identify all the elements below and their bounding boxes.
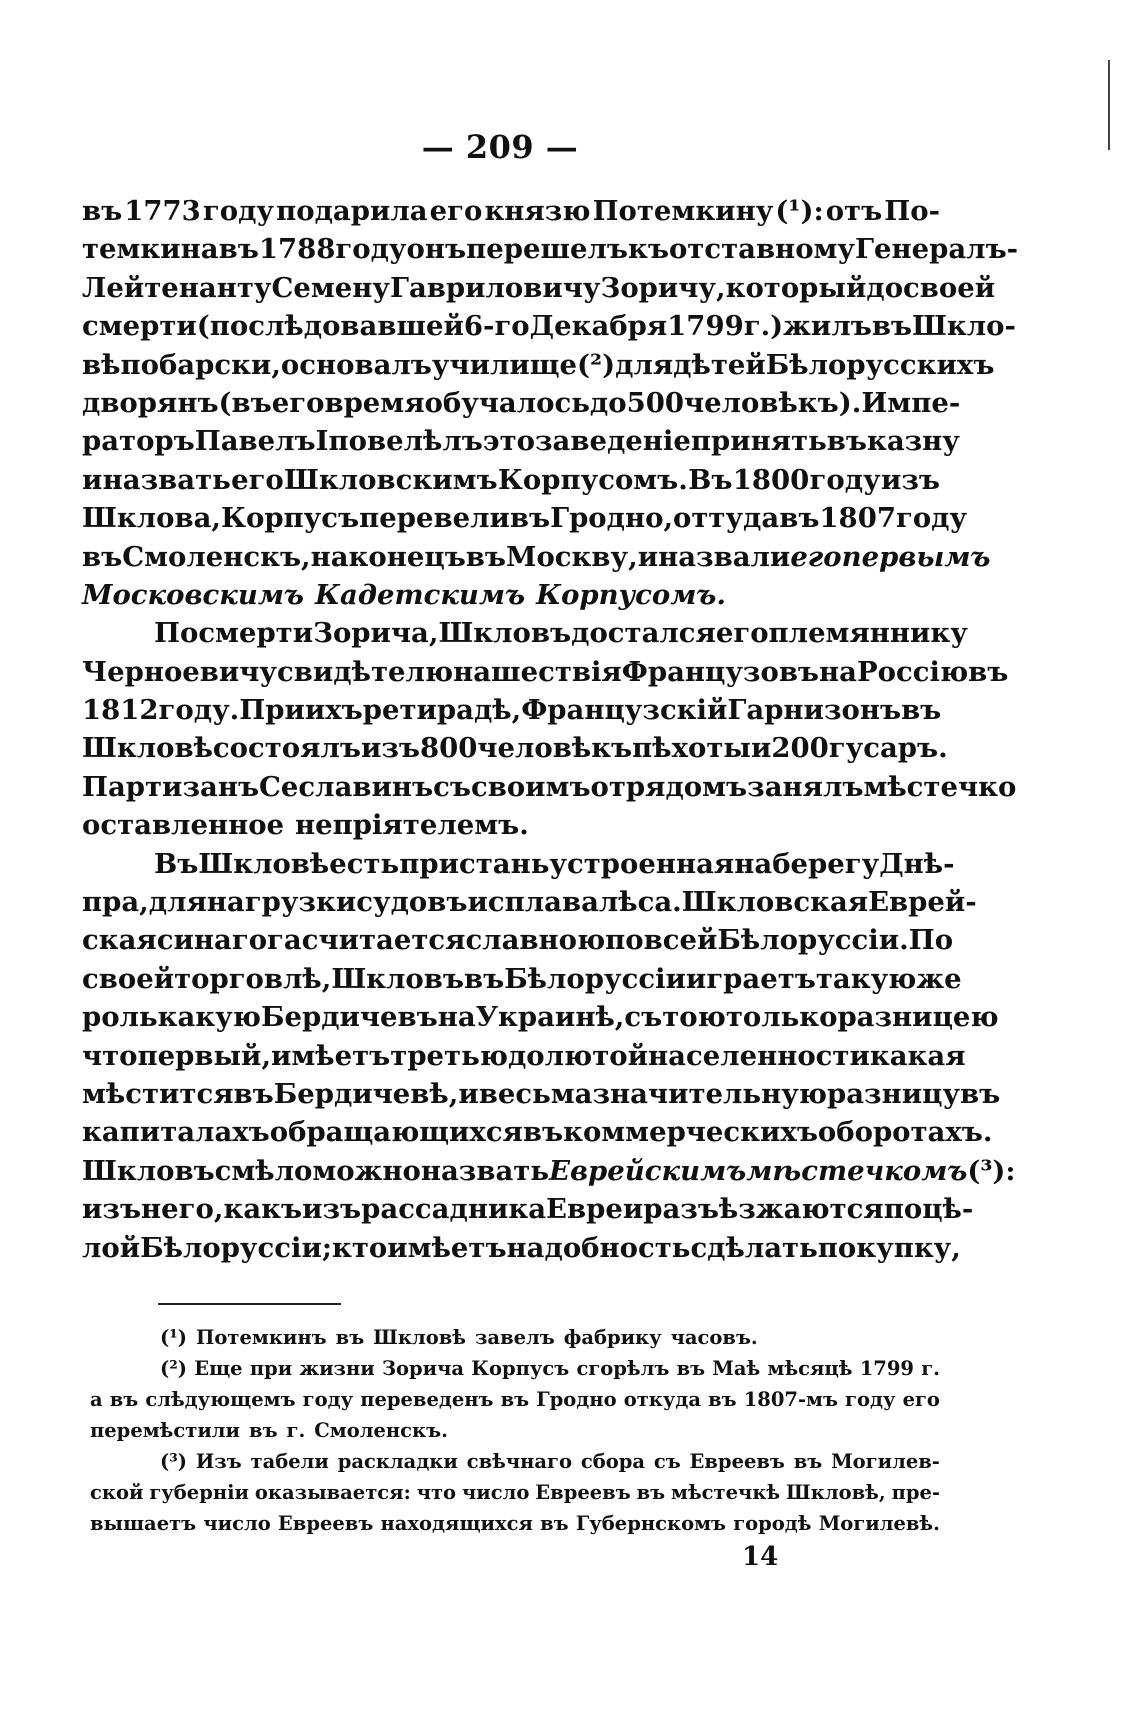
footnotes [90,1322,940,1539]
text-line: въ Смоленскъ, наконецъ въ Москву, и назвали его первымъ [82,540,991,573]
text-line: капиталахъ обращающихся въ коммерческихъ оборотахъ. [82,1116,993,1149]
text-line: Шклова, Корпусъ перевели въ Гродно, оттуда въ 1807 году [82,502,968,535]
footnote-line: ской губерніи оказывается: что число Евреевъ въ мѣстечкѣ Шкловѣ, пре- [90,1481,940,1504]
text-line: раторъ Павелъ I повелѣлъ это заведеніе принять въ казну [82,425,960,458]
footnote-line: вышаетъ число Евреевъ находящихся въ Губернскомъ городѣ Могилевѣ. [90,1512,940,1535]
text-line: дворянъ (въ его время обучалось до 500 человѣкъ). Импе- [82,386,961,419]
text-line: Партизанъ Сеславинъ съ своимъ отрядомъ занялъ мѣстечко [82,770,1017,803]
page-number: — 209 — [421,128,579,166]
footnote-line: а въ слѣдующемъ году переведенъ въ Гродно откуда въ 1807-мъ году его [90,1388,940,1411]
footnote-divider [158,1303,341,1305]
text-line: Въ Шкловѣ есть пристань устроенная на берегу Днѣ- [154,847,955,880]
text-line: Шкловъ смѣло можно назвать Еврейскимъ мѣстечкомъ (³): [82,1154,1016,1187]
text-line: и назвать его Шкловскимъ Корпусомъ. Въ 1800 году изъ [82,463,940,496]
text-line: Черноевичу свидѣтелю нашествія Французовъ на Россію въ [82,655,1009,688]
text-line: роль какую Бердичевъ на Украинѣ, съ тою только разницею [82,1001,999,1034]
page-edge-rule [1108,60,1110,150]
footnote-line: (³) Изъ табели раскладки свѣчнаго сбора съ Евреевъ въ Могилев- [160,1450,940,1473]
text-line: лой Бѣлоруссіи; кто имѣетъ надобность сдѣлать покупку, [82,1231,961,1264]
text-line: Московскимъ Кадетскимъ Корпусомъ. [82,578,726,611]
text-line: своей торговлѣ, Шкловъ въ Бѣлоруссіи играетъ такую же [82,962,962,995]
text-line: смерти (послѣдовавшей 6-го Декабря 1799 г.) жилъ въ Шкло- [82,310,1016,343]
printer-signature-mark: 14 [742,1542,779,1572]
text-line: По смерти Зорича, Шкловъ достался его племяннику [154,617,968,650]
text-line: Шкловѣ состоялъ изъ 800 человѣкъ пѣхоты и 200 гусаръ. [82,732,948,765]
text-line: изъ него, какъ изъ рассадника Евреи разъѣзжаются по цѣ- [82,1193,974,1226]
text-line: мѣстится въ Бердичевѣ, и весьма значительную разницу въ [82,1077,1001,1110]
text-line: вѣ по барски, основалъ училище (²) для дѣтей Бѣлорусскихъ [82,348,995,381]
footnote-line: (²) Еще при жизни Зорича Корпусъ сгорѣлъ въ Маѣ мѣсяцѣ 1799 г. [160,1357,940,1380]
main-text [82,192,1019,1267]
text-line: 1812 году. При ихъ ретирадѣ, Французскій Гарнизонъ въ [82,694,942,727]
text-line: темкина въ 1788 году онъ перешелъ къ отставному Генералъ- [82,233,1019,266]
footnote-line: перемѣстили въ г. Смоленскъ. [90,1419,448,1442]
footnote-line: (¹) Потемкинъ въ Шкловѣ завелъ фабрику часовъ. [160,1326,758,1349]
text-line: оставленное непріятелемъ. [82,809,529,842]
text-line: пра, для нагрузки судовъ и сплава лѣса. Шкловская Еврей- [82,886,977,919]
text-line: Лейтенанту Семену Гавриловичу Зоричу, который до своей [82,271,996,304]
text-line: ская синагога считается славною по всей Бѣлоруссіи. По [82,924,954,957]
text-line: въ 1773 году подарила его князю Потемкину (¹): отъ По- [82,195,940,227]
text-line: что первый, имѣетъ третью долю той населенности какая [82,1039,966,1072]
